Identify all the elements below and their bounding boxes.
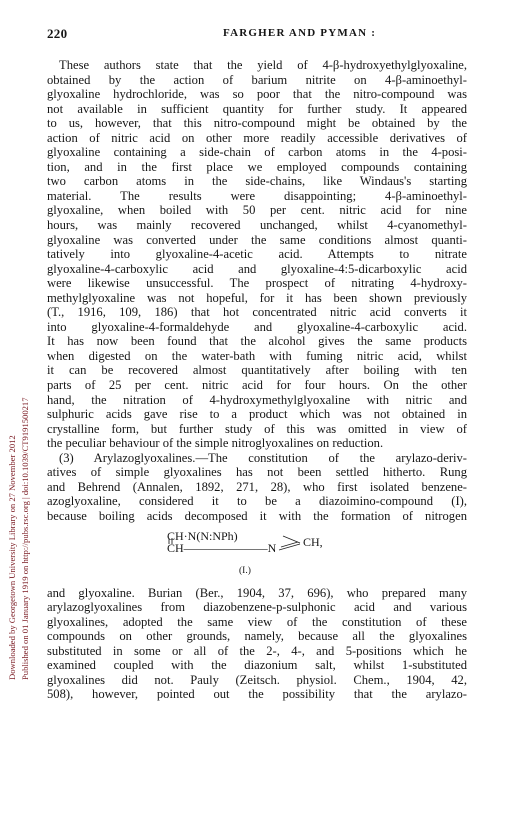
paragraph-main [47, 58, 467, 451]
text-line: hand, the nitration of 4-hydroxymethylglyoxaline with nitric and [47, 392, 467, 407]
text-line: because boiling acids decomposed it with the formation of nitrogen [47, 508, 467, 523]
text-line: 508), however, pointed out the possibility that the arylazo- [47, 687, 467, 702]
text-line: methylglyoxaline was not hopeful, for it has been shown previously [47, 290, 467, 305]
running-head: FARGHER AND PYMAN : [223, 27, 377, 39]
text-line: compounds on other grounds, namely, because all the glyoxalines [47, 629, 467, 644]
text-line: the peculiar behaviour of the simple nitroglyoxalines on reduction. [47, 436, 384, 451]
text-line: it can be recovered almost quantitatively after boiling with ten [47, 363, 467, 378]
text-line: glyoxalines, adopted the same view of the constitution of these [47, 614, 467, 629]
text-line: glyoxaline was converted under the same conditions almost quanti- [47, 232, 467, 247]
text-line: hours, was mainly recovered unchanged, whilst 4-cyanomethyl- [47, 218, 467, 233]
text-line: (3) Arylazoglyoxalines.—The constitution of the arylazo-deriv- [59, 450, 467, 465]
download-notice-sidebar [6, 120, 32, 680]
text-line: azoglyoxaline, considered it to be a diazoimino-compound (I), [47, 494, 467, 509]
text-line: atives of simple glyoxalines has not been settled hitherto. Rung [47, 465, 467, 480]
text-line: to us, however, that this nitro-compound might be obtained by the [47, 116, 467, 131]
page-header [47, 26, 467, 42]
formula-line-1: CH·N(N:NPh) [167, 528, 238, 543]
text-line: into glyoxaline-4-formaldehyde and glyoxaline-4-carboxylic acid. [47, 319, 467, 334]
text-line: arylazoglyoxalines from diazobenzene-p-sulphonic acid and various [47, 600, 467, 615]
bond-lower-right-double [281, 542, 298, 547]
text-line: obtained by the action of barium nitrite on 4-β-aminoethyl- [47, 72, 467, 87]
text-line: (T., 1916, 109, 186) that hot concentrated nitric acid converts it [47, 305, 467, 320]
text-line: These authors state that the yield of 4-β-hydroxyethylglyoxaline, [59, 58, 467, 72]
formula-label: (I.) [239, 565, 251, 576]
text-line: glyoxalines did not. Pauly (Zeitsch. physiol. Chem., 1904, 42, [47, 672, 467, 687]
text-line: parts of 25 per cent. nitric acid for four hours. On the other [47, 378, 467, 393]
text-line: when digested on the water-bath with fuming nitric acid, whilst [47, 348, 467, 363]
text-line: sulphuric acids gave rise to a product which was not obtained in [47, 407, 467, 422]
text-line: two carbon atoms in the side-chains, like Windaus's starting [47, 174, 467, 189]
structural-formula-I [47, 526, 467, 584]
download-notice[interactable]: Downloaded by Georgetown University Library on 27 November 2012 [7, 435, 17, 680]
text-line: glyoxaline containing a side-chain of carbon atoms in the 4-posi- [47, 145, 467, 160]
page-number: 220 [47, 26, 68, 41]
text-line: crystalline form, but further study of this was omitted in view of [47, 421, 467, 436]
text-line: glyoxaline, when boiled with 50 per cent. nitric acid for nine [47, 203, 467, 218]
text-line: glyoxaline-4-carboxylic acid and glyoxaline-4:5-dicarboxylic acid [47, 261, 467, 276]
article-body [47, 58, 467, 702]
text-line: and Behrend (Annalen, 1892, 271, 28), who first isolated benzene- [47, 479, 467, 494]
text-line: glyoxaline hydrochloride, was so poor that the nitro-compound was [47, 87, 467, 102]
formula-line-2: CH———————N [167, 540, 277, 555]
text-line: and glyoxaline. Burian (Ber., 1904, 37, 696), who prepared many [47, 585, 467, 600]
formula-bonds [47, 526, 467, 584]
formula-right-group: CH, [303, 534, 323, 549]
text-line: action of nitric acid on other more readily accessible derivatives of [47, 130, 467, 145]
text-line: tatively into glyoxaline-4-acetic acid. Attempts to nitrate [47, 247, 467, 262]
text-line: were likewise unsuccessful. The prospect of nitrating 4-hydroxy- [47, 276, 467, 291]
text-line: examined coupled with the diazonium salt, whilst 1-substituted [47, 658, 467, 673]
text-line: substituted in some or all of the 2-, 4-, and 5-positions which he [47, 643, 467, 658]
paragraph-arylazo [47, 451, 467, 524]
text-line: not available in sufficient quantity for further study. It appeared [47, 101, 467, 116]
text-line: material. The results were disappointing; 4-β-aminoethyl- [47, 188, 467, 203]
text-line: It has now been found that the alcohol gives the same products [47, 334, 467, 349]
publication-notice[interactable]: Published on 01 January 1919 on http://pubs.rsc.org | doi:10.1039/CT9191500217 [20, 397, 30, 680]
text-line: tion, and in the first place we employed compounds containing [47, 159, 467, 174]
paragraph-after-formula [47, 586, 467, 702]
